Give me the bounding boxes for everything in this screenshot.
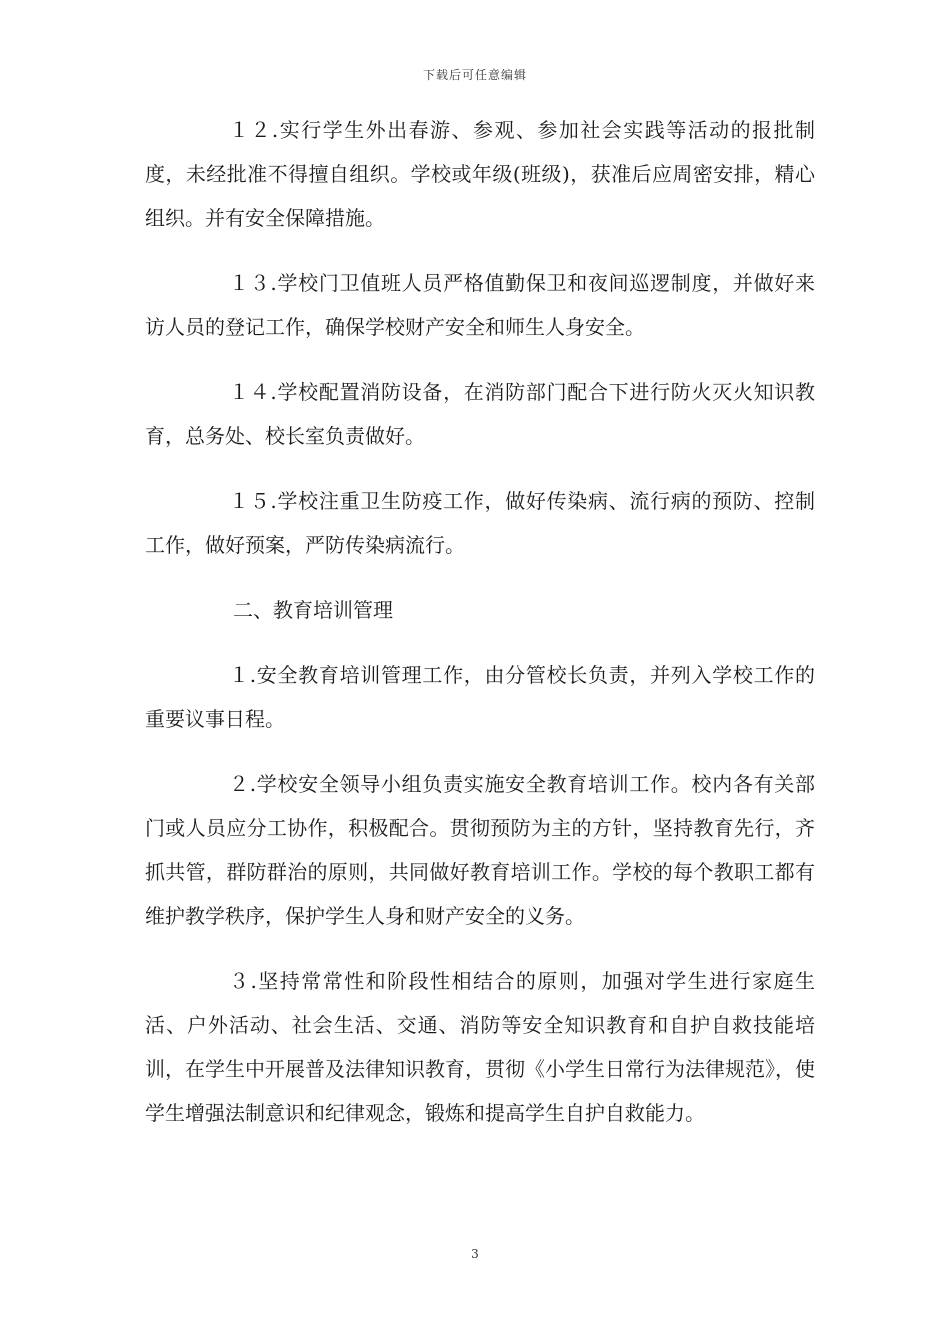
paragraph-item-15: １５.学校注重卫生防疫工作，做好传染病、流行病的预防、控制工作，做好预案，严防传染病流行。 bbox=[145, 489, 815, 557]
paragraph-item-3: ３.坚持常常性和阶段性相结合的原则，加强对学生进行家庭生活、户外活动、社会生活、交通、消防等安全知识教育和自护自救技能培训，在学生中开展普及法律知识教育，贯彻《小学生日常行为法律规范》，使学生增强法制意识和纪律观念，锻炼和提高学生自护自救能力。 bbox=[145, 969, 815, 1125]
header-note: 下载后可任意编辑 bbox=[422, 68, 527, 82]
page-number: 3 bbox=[471, 1247, 479, 1261]
section-heading: 二、教育培训管理 bbox=[233, 598, 393, 622]
document-body bbox=[145, 108, 815, 1156]
paragraph-item-1: １.安全教育培训管理工作，由分管校长负责，并列入学校工作的重要议事日程。 bbox=[145, 663, 815, 731]
paragraph-item-2: ２.学校安全领导小组负责实施安全教育培训工作。校内各有关部门或人员应分工协作，积极配合。贯彻预防为主的方针，坚持教育先行，齐抓共管，群防群治的原则，共同做好教育培训工作。学校的每个教职工都有维护教学秩序，保护学生人身和财产安全的义务。 bbox=[145, 772, 815, 928]
paragraph-item-12: １２.实行学生外出春游、参观、参加社会实践等活动的报批制度，未经批准不得擅自组织。学校或年级(班级)，获准后应周密安排，精心组织。并有安全保障措施。 bbox=[145, 118, 815, 230]
paragraph-item-13: １３.学校门卫值班人员严格值勤保卫和夜间巡逻制度，并做好来访人员的登记工作，确保学校财产安全和师生人身安全。 bbox=[145, 271, 815, 339]
paragraph-item-14: １４.学校配置消防设备，在消防部门配合下进行防火灭火知识教育，总务处、校长室负责做好。 bbox=[145, 380, 815, 448]
